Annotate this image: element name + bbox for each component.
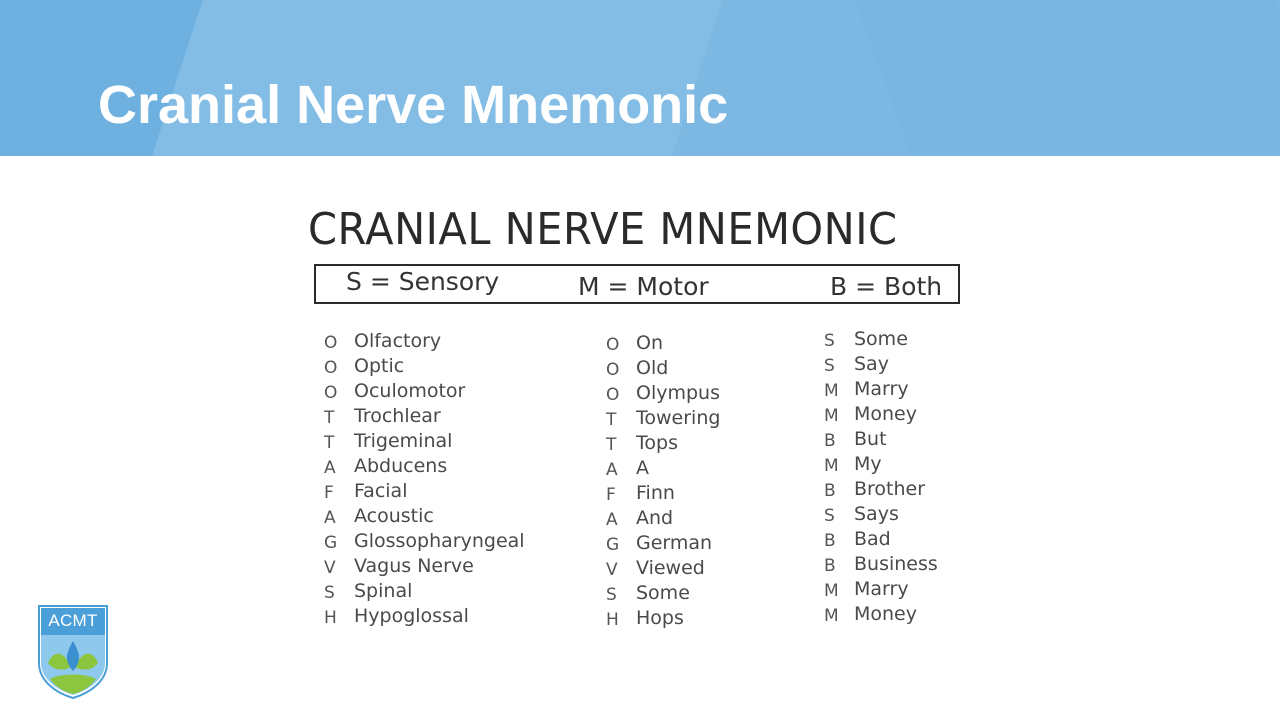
function-letter: A [606, 510, 618, 530]
acmt-logo [38, 605, 108, 699]
logo-text: ACMT [48, 611, 98, 630]
mnemonic-word: German [636, 532, 713, 554]
mnemonic-word: My [854, 453, 882, 475]
mnemonic-word: Marry [854, 378, 909, 400]
mnemonic-word: Olympus [636, 382, 720, 404]
legend-motor: M = Motor [578, 272, 709, 301]
mnemonic-word: Some [854, 328, 908, 350]
function-letter: M [824, 456, 839, 476]
function-letter: M [824, 381, 839, 401]
legend-both: B = Both [830, 272, 943, 301]
mnemonic-word: Tops [636, 432, 678, 454]
function-letter: S [824, 356, 835, 376]
mnemonic-word: Finn [636, 482, 675, 504]
function-letter: O [324, 333, 338, 353]
function-letter: H [324, 608, 337, 628]
function-letter: B [824, 481, 836, 501]
legend-box [314, 264, 960, 304]
slide-title: Cranial Nerve Mnemonic [98, 75, 729, 135]
mnemonic-word: Old [636, 357, 669, 379]
function-letter: V [606, 560, 618, 580]
function-letter: F [324, 483, 334, 503]
function-letter: B [824, 431, 836, 451]
mnemonic-word: Says [854, 503, 899, 525]
function-letter: B [824, 531, 836, 551]
mnemonic-word: Money [854, 603, 917, 625]
mnemonic-image [300, 196, 980, 646]
mnemonic-word: Trigeminal [354, 430, 453, 452]
function-letter: S [824, 506, 835, 526]
mnemonic-word: Glossopharyngeal [354, 530, 525, 552]
mnemonic-word: Money [854, 403, 917, 425]
function-letter: O [324, 383, 338, 403]
function-letter: S [324, 583, 335, 603]
mnemonic-word: Some [636, 582, 690, 604]
mnemonic-word: Olfactory [354, 330, 442, 352]
mnemonic-word: Optic [354, 355, 405, 377]
mnemonic-word: Spinal [354, 580, 413, 602]
function-letter: A [324, 458, 336, 478]
function-letter: T [324, 408, 335, 428]
mnemonic-word: Brother [854, 478, 926, 500]
mnemonic-word: Acoustic [354, 505, 434, 527]
function-letter: T [606, 435, 617, 455]
mnemonic-word: Say [854, 353, 889, 375]
header-decoration [825, 0, 1280, 156]
function-letter: M [824, 606, 839, 626]
function-letter: M [824, 581, 839, 601]
function-letter: H [606, 610, 619, 630]
function-letter: T [606, 410, 617, 430]
mnemonic-word: Facial [354, 480, 408, 502]
mnemonic-word: Business [854, 553, 938, 575]
function-letter: V [324, 558, 336, 578]
function-letter: T [324, 433, 335, 453]
mnemonic-word: Marry [854, 578, 909, 600]
function-letter: A [606, 460, 618, 480]
mnemonic-word: Hops [636, 607, 684, 629]
function-letter: O [324, 358, 338, 378]
function-letter: O [606, 335, 620, 355]
mnemonic-word: Towering [636, 407, 721, 429]
function-letter: M [824, 406, 839, 426]
mnemonic-word: Viewed [636, 557, 705, 579]
mnemonic-word: A [636, 457, 649, 479]
mnemonic-word: Trochlear [354, 405, 441, 427]
function-letter: F [606, 485, 616, 505]
mnemonic-word: Hypoglossal [354, 605, 469, 627]
function-letter: O [606, 360, 620, 380]
mnemonic-word: Oculomotor [354, 380, 466, 402]
mnemonic-heading: CRANIAL NERVE MNEMONIC [308, 204, 898, 255]
mnemonic-word: Bad [854, 528, 891, 550]
legend-sensory: S = Sensory [346, 267, 500, 296]
function-letter: B [824, 556, 836, 576]
function-letter: S [606, 585, 617, 605]
function-letter: O [606, 385, 620, 405]
mnemonic-word: And [636, 507, 674, 529]
mnemonic-word: On [636, 332, 663, 354]
function-letter: G [606, 535, 620, 555]
function-letter: S [824, 331, 835, 351]
mnemonic-word: Abducens [354, 455, 448, 477]
function-letter: A [324, 508, 336, 528]
function-letter: G [324, 533, 338, 553]
slide-header [0, 0, 1280, 156]
mnemonic-word: But [854, 428, 887, 450]
mnemonic-word: Vagus Nerve [354, 555, 474, 577]
